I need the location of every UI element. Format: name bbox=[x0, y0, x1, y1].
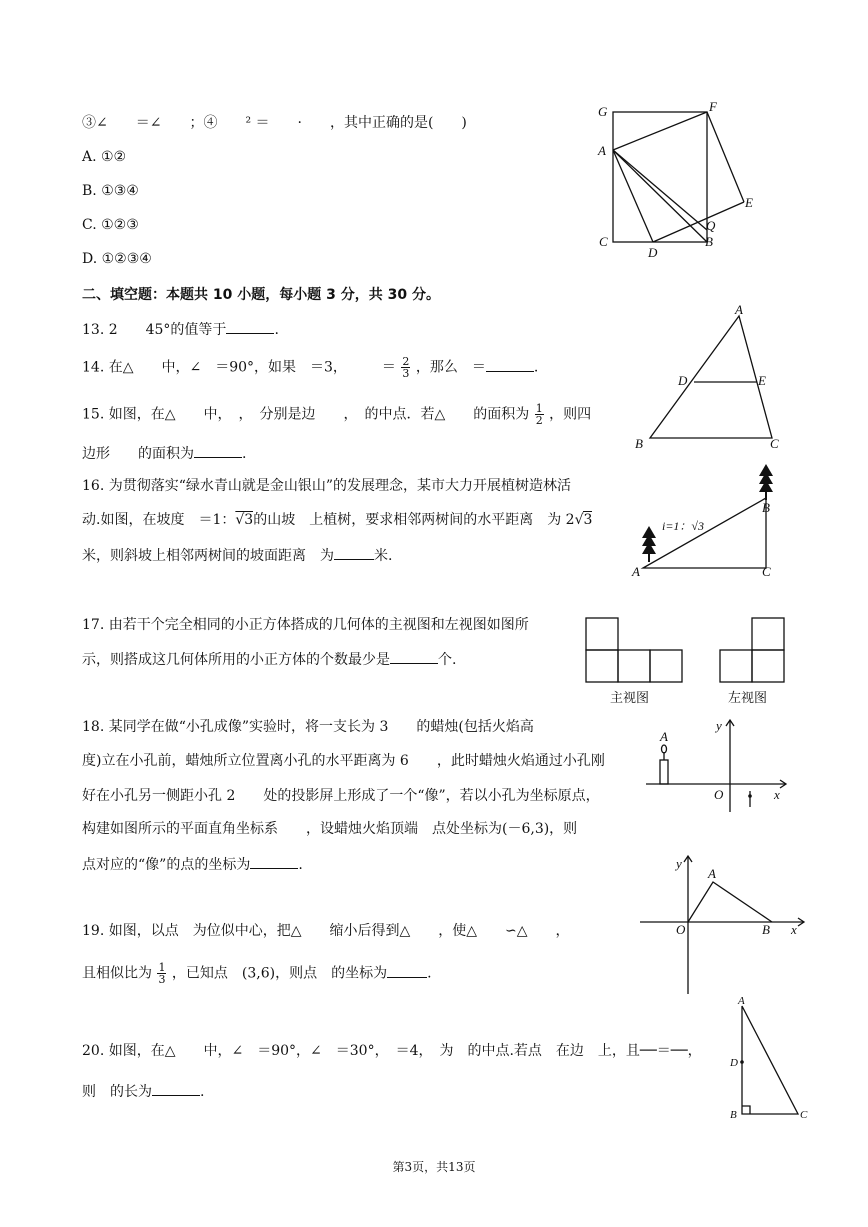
q16-line3-text: 米，则斜坡上相邻两树间的坡面距离 为 bbox=[82, 548, 334, 564]
q12-option-a: A. ①② bbox=[82, 149, 127, 165]
label-c: C bbox=[770, 436, 779, 451]
label-a: A bbox=[738, 995, 745, 1007]
label-c: C bbox=[800, 1109, 808, 1121]
label-slope: i=1：√3 bbox=[662, 519, 705, 533]
q14: 14. 在△ 中，∠ ＝90°，如果 ＝3， ＝ $\frac{2}{3}$ ，那么 ＝ . bbox=[82, 355, 539, 380]
label-b: B bbox=[730, 1109, 737, 1121]
q16-sqrt2: 3 bbox=[583, 512, 593, 528]
q20-line2: 则 的长为 . bbox=[82, 1084, 205, 1100]
label-a: A bbox=[660, 729, 668, 744]
q14-pre: 14. 在△ 中，∠ ＝90°，如果 ＝3， ＝ bbox=[82, 359, 396, 376]
q18-line4: 构建如图所示的平面直角坐标系 ，设蜡烛火焰顶端 点处坐标为(－6,3)，则 bbox=[82, 821, 578, 837]
label-y: y bbox=[716, 718, 722, 733]
q17-line2 bbox=[82, 650, 456, 669]
tree-icon bbox=[642, 526, 656, 562]
label-d: D bbox=[730, 1057, 738, 1069]
q15-figure bbox=[632, 300, 792, 450]
q18-line5: 点对应的“像”的点的坐标为 . bbox=[82, 857, 303, 873]
q15-line2-text: 边形 的面积为 bbox=[82, 446, 194, 462]
q12-figure bbox=[594, 100, 764, 260]
label-x: x bbox=[791, 922, 797, 937]
q16-line1: 16. 为贯彻落实“绿水青山就是金山银山”的发展理念，某市大力开展植树造林活 bbox=[82, 478, 572, 494]
left-view-label: 左视图 bbox=[728, 691, 768, 706]
q20-line1: 20. 如图，在△ 中，∠ ＝90°，∠ ＝30°， ＝4， 为 的中点.若点 在边 上，且──＝──， bbox=[82, 1043, 702, 1059]
label-g: G bbox=[598, 104, 608, 119]
label-a: A bbox=[735, 302, 743, 317]
q19-line1: 19. 如图，以点 为位似中心，把△ 缩小后得到△ ，使△ ∽△ ， bbox=[82, 923, 570, 939]
q18-line1: 18. 某同学在做“小孔成像”实验时，将一支长为 3 的蜡烛(包括火焰高 bbox=[82, 719, 534, 735]
q15-line2: 边形 的面积为 . bbox=[82, 446, 247, 462]
q20-line2-text: 则 的长为 bbox=[82, 1084, 152, 1100]
label-e: E bbox=[745, 195, 753, 210]
q19-fraction: $\frac{1}{3}$ bbox=[158, 961, 166, 986]
q12-option-b: B. ①③④ bbox=[82, 183, 139, 199]
label-f: F bbox=[709, 99, 717, 114]
label-a: A bbox=[708, 866, 716, 881]
q17-line2-end: 个. bbox=[438, 652, 457, 668]
q16-line3 bbox=[82, 546, 392, 565]
q17-line1: 17. 由若干个完全相同的小正方体搭成的几何体的主视图和左视图如图所 bbox=[82, 617, 529, 633]
label-o: O bbox=[676, 922, 686, 937]
label-q: Q bbox=[706, 218, 716, 233]
label-a: A bbox=[598, 143, 606, 158]
q16-figure bbox=[628, 460, 798, 585]
q13-text: 13. 2 45°的值等于 bbox=[82, 322, 227, 338]
label-x: x bbox=[774, 787, 780, 802]
q13: 13. 2 45°的值等于 . bbox=[82, 322, 279, 338]
q12-option-d: D. ①②③④ bbox=[82, 251, 152, 267]
label-o: O bbox=[714, 787, 724, 802]
label-b: B bbox=[762, 500, 770, 515]
q20-figure bbox=[726, 994, 816, 1124]
q19-line2: 且相似比为 $\frac{1}{3}$ ，已知点 (3,6)，则点 的坐标为 . bbox=[82, 961, 432, 986]
q15-post: ，则四 bbox=[549, 406, 592, 423]
q15-line1 bbox=[82, 403, 591, 426]
q12-statement: ③∠ ＝∠ ；④ ² ＝ · ，其中正确的是( ) bbox=[82, 115, 467, 131]
label-c: C bbox=[762, 564, 771, 579]
q17-figure bbox=[580, 612, 810, 712]
front-view-label: 主视图 bbox=[610, 691, 650, 706]
q15-pre: 15. 如图，在△ 中， ， 分别是边 ， 的中点．若△ 的面积为 bbox=[82, 406, 530, 423]
label-b: B bbox=[762, 922, 770, 937]
q18-line3: 好在小孔另一侧距小孔 2 处的投影屏上形成了一个“像”，若以小孔为坐标原点， bbox=[82, 788, 600, 804]
label-a: A bbox=[632, 564, 640, 579]
tree-icon bbox=[759, 464, 773, 500]
q16-line2a: 动.如图，在坡度 ＝1： bbox=[82, 512, 236, 528]
q18-figure bbox=[644, 714, 794, 814]
q12-option-c: C. ①②③ bbox=[82, 217, 139, 233]
q15-fraction: $\frac{1}{2}$ bbox=[535, 402, 543, 427]
label-b: B bbox=[705, 234, 713, 249]
q16-line3-end: 米. bbox=[374, 548, 393, 564]
label-b: B bbox=[635, 436, 643, 451]
q18-line5-text: 点对应的“像”的点的坐标为 bbox=[82, 857, 251, 873]
label-y: y bbox=[676, 856, 682, 871]
section-heading: 二、填空题：本题共 10 小题，每小题 3 分，共 30 分。 bbox=[82, 287, 440, 303]
q16-sqrt1: 3 bbox=[244, 512, 254, 528]
q16-line2: 动.如图，在坡度 ＝1：√3的山坡 上植树，要求相邻两树间的水平距离 为 2√3 bbox=[82, 512, 593, 528]
q14-fraction: $\frac{2}{3}$ bbox=[402, 355, 410, 380]
label-d: D bbox=[678, 373, 688, 388]
q18-line2: 度)立在小孔前，蜡烛所立位置离小孔的水平距离为 6 ，此时蜡烛火焰通过小孔刚 bbox=[82, 753, 605, 769]
q14-post: ，那么 ＝ bbox=[415, 359, 486, 376]
label-d: D bbox=[648, 245, 658, 260]
q16-line2b: 的山坡 上植树，要求相邻两树间的水平距离 为 2 bbox=[253, 512, 575, 528]
q17-line2-text: 示，则搭成这几何体所用的小正方体的个数最少是 bbox=[82, 652, 390, 668]
q19-pre2: 且相似比为 bbox=[82, 965, 152, 982]
label-e: E bbox=[758, 373, 766, 388]
q19-post2: ，已知点 (3,6)，则点 的坐标为 bbox=[171, 965, 388, 982]
label-c: C bbox=[599, 234, 608, 249]
page-footer: 第3页，共13页 bbox=[392, 1160, 476, 1174]
q19-figure bbox=[638, 852, 808, 997]
